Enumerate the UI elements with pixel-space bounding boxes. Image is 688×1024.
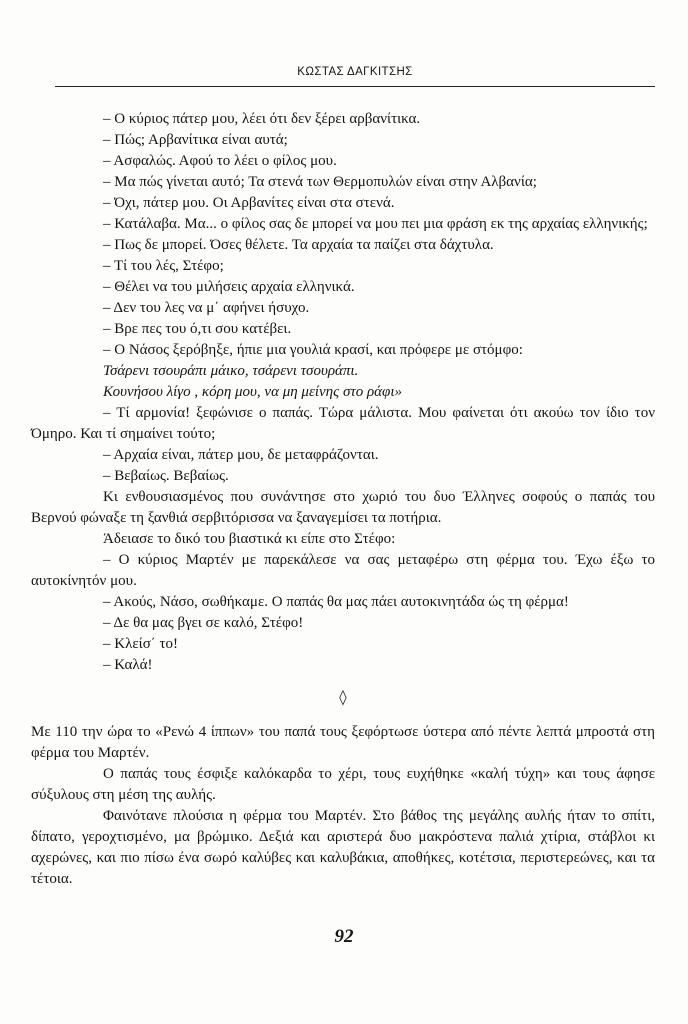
paragraph: Κι ενθουσιασμένος που συνάντησε στο χωριό του δυο Έλληνες σοφούς ο παπάς του Βερνού φώναξε τη ξανθιά σερβιτόρισσα να ξαναγεμίσει τα ποτήρια. (31, 489, 655, 526)
spacer (31, 710, 655, 722)
running-header: ΚΩΣΤΑΣ ΔΑΓΚΙΤΣΗΣ (297, 66, 413, 78)
paragraph: Με 110 την ώρα το «Ρενώ 4 ίππων» του παπά τους ξεφόρτωσε ύστερα από πέντε λεπτά μπροστά στη φέρμα του Μαρτέν. (31, 724, 655, 761)
paragraph: – Ακούς, Νάσο, σωθήκαμε. Ο παπάς θα μας πάει αυτοκινητάδα ώς τη φέρμα! (103, 594, 569, 610)
paragraph: – Βρε πες του ό,τι σου κατέβει. (103, 321, 292, 337)
page-number: 92 (334, 926, 354, 947)
paragraph: – Πως δε μπορεί. Όσες θέλετε. Τα αρχαία τα παίζει στα δάχτυλα. (103, 237, 494, 253)
paragraph: Φαινότανε πλούσια η φέρμα του Μαρτέν. Στο βάθος της μεγάλης αυλής ήταν το σπίτι, δίπατο, γεροχτισμένο, μα βρώμικο. Δεξιά και αριστερά δυο μακρόστενα παλιά χτίρια, στάβλοι κι αχερώνες, και πιο πίσω ένα σωρό καλύβες και καλυβάκια, αποθήκες, κοτέτσια, περιστερεώνες, και τα τέτοια. (31, 808, 655, 887)
paragraph: – Δε θα μας βγει σε καλό, Στέφο! (103, 615, 304, 631)
paragraph: – Καλά! (103, 657, 153, 673)
paragraph: – Βεβαίως. Βεβαίως. (103, 468, 229, 484)
paragraph: – Αρχαία είναι, πάτερ μου, δε μεταφράζονται. (103, 447, 379, 463)
paragraph: – Ο Νάσος ξερόβηξε, ήπιε μια γουλιά κρασί, και πρόφερε με στόμφο: (103, 342, 523, 358)
verse-line: Κουνήσου λίγο , κόρη μου, να μη μείνης στο ράφι» (103, 384, 403, 400)
paragraph: – Όχι, πάτερ μου. Οι Αρβανίτες είναι στα στενά. (103, 195, 395, 211)
paragraph: – Τί του λές, Στέφο; (103, 258, 224, 274)
section-separator: ◊ (339, 688, 347, 706)
paragraph: Άδειασε το δικό του βιαστικά κι είπε στο Στέφο: (103, 531, 396, 547)
paragraph: – Κλείσ΄ το! (103, 636, 179, 652)
paragraph: – Πώς; Αρβανίτικα είναι αυτά; (103, 132, 288, 148)
verse-line: Τσάρενι τσουράπι μάικο, τσάρενι τσουράπι. (103, 363, 359, 379)
body-text (31, 109, 655, 890)
header-rule (55, 86, 655, 87)
paragraph: – Μα πώς γίνεται αυτό; Τα στενά των Θερμοπυλών είναι στην Αλβανία; (103, 174, 537, 190)
paragraph: – Ο κύριος πάτερ μου, λέει ότι δεν ξέρει αρβανίτικα. (103, 111, 421, 127)
paragraph: – Τί αρμονία! ξεφώνισε ο παπάς. Τώρα μάλιστα. Μου φαίνεται ότι ακούω τον ίδιο τον Όμηρο. Και τί σημαίνει τούτο; (31, 405, 655, 442)
paragraph: Ο παπάς τους έσφιξε καλόκαρδα το χέρι, τους ευχήθηκε «καλή τύχη» και τους άφησε σύξυλους στη μέση της αυλής. (31, 766, 655, 803)
paragraph: – Ασφαλώς. Αφού το λέει ο φίλος μου. (103, 153, 337, 169)
paragraph: – Κατάλαβα. Μα... ο φίλος σας δε μπορεί να μου πει μια φράση εκ της αρχαίας ελληνικής; (103, 216, 648, 232)
paragraph: – Δεν του λες να μ΄ αφήνει ήσυχο. (103, 300, 310, 316)
paragraph: – Ο κύριος Μαρτέν με παρεκάλεσε να σας μεταφέρω στη φέρμα του. Έχω έξω το αυτοκίνητόν μου. (31, 552, 655, 589)
paragraph: – Θέλει να του μιλήσεις αρχαία ελληνικά. (103, 279, 355, 295)
spacer (31, 676, 655, 684)
